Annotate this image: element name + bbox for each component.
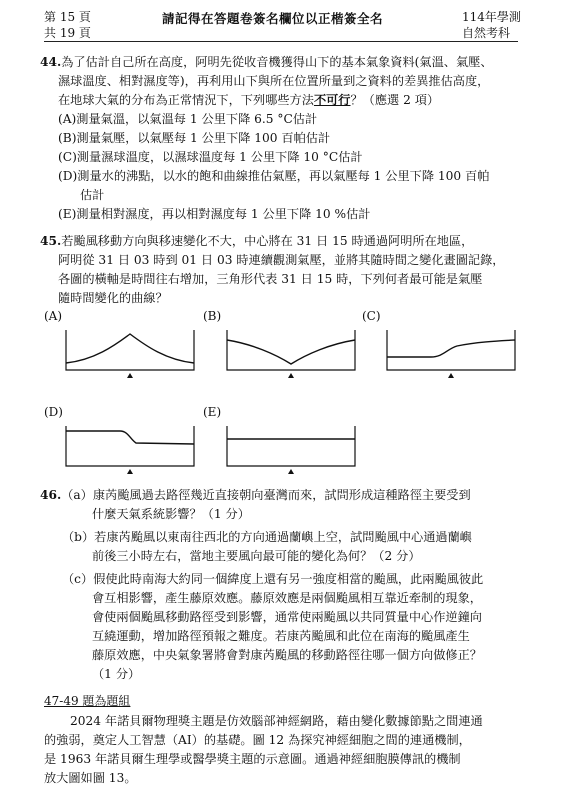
plot-frame — [66, 426, 194, 466]
plot-e — [227, 414, 355, 476]
question-number: 45. — [40, 234, 62, 248]
page-number-block — [44, 9, 91, 41]
question-stem-line: 若颱風移動方向與移速變化不大，中心將在 31 日 15 時通過阿明所在地區， — [61, 234, 474, 248]
plot-label-e: (E) — [203, 405, 222, 419]
header-divider — [44, 41, 518, 42]
emphasis-text: 不可行 — [313, 93, 351, 107]
pressure-curve — [66, 334, 194, 363]
option-e: (E)測量相對濕度，再以相對濕度每 1 公里下降 10 %估計 — [58, 207, 371, 221]
plot-label-a: (A) — [44, 309, 63, 323]
sub-question-c-line: 會使兩個颱風移動路徑受到影響，通常使兩颱風以共同質量中心作逆鐘向 — [92, 610, 482, 624]
question-stem-line: 各圖的橫軸是時間往右增加，三角形代表 31 日 15 時，下列何者最可能是氣壓 — [58, 272, 483, 286]
sub-question-c-line: （c）假使此時南海大約同一個緯度上還有另一強度相當的颱風，此兩颱風彼此 — [62, 572, 484, 586]
question-stem-line: 為了估計自己所在高度，阿明先從收音機獲得山下的基本氣象資料(氣溫、氣壓、 — [61, 55, 493, 69]
sub-question-b-line: 前後三小時左右，當地主要風向最可能的變化為何？（2 分） — [92, 549, 421, 563]
question-46 — [40, 486, 520, 684]
paragraph-line: 的強弱，奠定人工智慧（AI）的基礎。圖 12 為探究神經細胞之間的連通機制， — [44, 733, 471, 747]
pressure-curve — [387, 340, 515, 357]
option-d: (D)測量水的沸點，以水的飽和曲線推估氣壓，再以氣壓每 1 公里下降 100 百帕 — [58, 169, 490, 183]
sub-question-c-line: （1 分） — [92, 667, 141, 681]
exam-subject: 自然考科 — [462, 26, 511, 40]
time-marker-triangle — [288, 469, 294, 474]
question-stem-line: 濕球溫度、相對濕度等)，再利用山下與所在位置所量到之資料的差異推估高度， — [58, 74, 490, 88]
plot-b — [227, 318, 355, 380]
page-header — [0, 0, 561, 40]
time-marker-triangle — [448, 373, 454, 378]
option-a: (A)測量氣溫，以氣溫每 1 公里下降 6.5 °C估計 — [58, 112, 318, 126]
signature-notice: 請記得在答題卷簽名欄位以正楷簽全名 — [162, 11, 384, 26]
question-group-title: 47-49 題為題組 — [44, 694, 131, 708]
option-b: (B)測量氣壓，以氣壓每 1 公里下降 100 百帕估計 — [58, 131, 331, 145]
page-number: 第 15 頁 — [44, 10, 91, 24]
sub-question-a-line: 什麼天氣系統影響？（1 分） — [92, 507, 250, 521]
plot-c — [387, 318, 515, 380]
plot-frame — [387, 330, 515, 370]
sub-question-c-line: 會互相影響，產生藤原效應。藤原效應是兩個颱風相互靠近牽制的現象， — [92, 591, 482, 605]
sub-question-a-line: （a）康芮颱風過去路徑幾近直接朝向臺灣而來，試問形成這種路徑主要受到 — [61, 488, 471, 502]
question-stem-line: 阿明從 31 日 03 時到 01 日 03 時連續觀測氣壓，並將其隨時間之變化畫圖記錄， — [58, 253, 505, 267]
question-number: 46. — [40, 488, 62, 502]
paragraph-line: 是 1963 年諾貝爾生理學或醫學獎主題的示意圖。通過神經細胞膜傳訊的機制 — [44, 752, 461, 766]
stem-text: 在地球大氣的分布為正常情況下，下列哪些方法 — [58, 93, 314, 107]
sub-question-c-line: 互繞運動，增加路徑預報之難度。若康芮颱風和此位在南海的颱風產生 — [92, 629, 470, 643]
page-total: 共 19 頁 — [44, 26, 91, 40]
pressure-curve — [66, 431, 194, 444]
option-d-continuation: 估計 — [80, 188, 105, 202]
paragraph-line: 2024 年諾貝爾物理獎主題是仿效腦部神經網路，藉由變化數據節點之間連通 — [70, 714, 483, 728]
sub-question-c-line: 藤原效應，中央氣象署將會對康芮颱風的移動路徑往哪一個方向做修正？ — [92, 648, 482, 662]
sub-question-b-line: （b）若康芮颱風以東南往西北的方向通過蘭嶼上空，試問颱風中心通過蘭嶼 — [62, 530, 472, 544]
time-marker-triangle — [127, 373, 133, 378]
plot-frame — [66, 330, 194, 370]
group-intro-paragraph — [40, 712, 520, 788]
question-44 — [40, 53, 520, 224]
question-stem-line — [40, 91, 520, 110]
option-c: (C)測量濕球溫度，以濕球溫度每 1 公里下降 10 °C估計 — [58, 150, 363, 164]
exam-info — [462, 9, 521, 41]
question-stem-line: 隨時間變化的曲線？ — [58, 291, 168, 305]
time-marker-triangle — [127, 469, 133, 474]
plot-label-d: (D) — [44, 405, 63, 419]
plot-label-c: (C) — [362, 309, 381, 323]
plot-frame — [227, 426, 355, 466]
plot-label-b: (B) — [203, 309, 222, 323]
pressure-curve — [227, 340, 355, 364]
question-45 — [40, 232, 520, 308]
paragraph-line: 放大圖如圖 13。 — [44, 771, 137, 785]
time-marker-triangle — [288, 373, 294, 378]
stem-text: ？（應選 2 項） — [350, 93, 440, 107]
plot-a — [66, 318, 194, 380]
question-number: 44. — [40, 55, 62, 69]
exam-name: 114年學測 — [462, 10, 521, 24]
plot-d — [66, 414, 194, 476]
